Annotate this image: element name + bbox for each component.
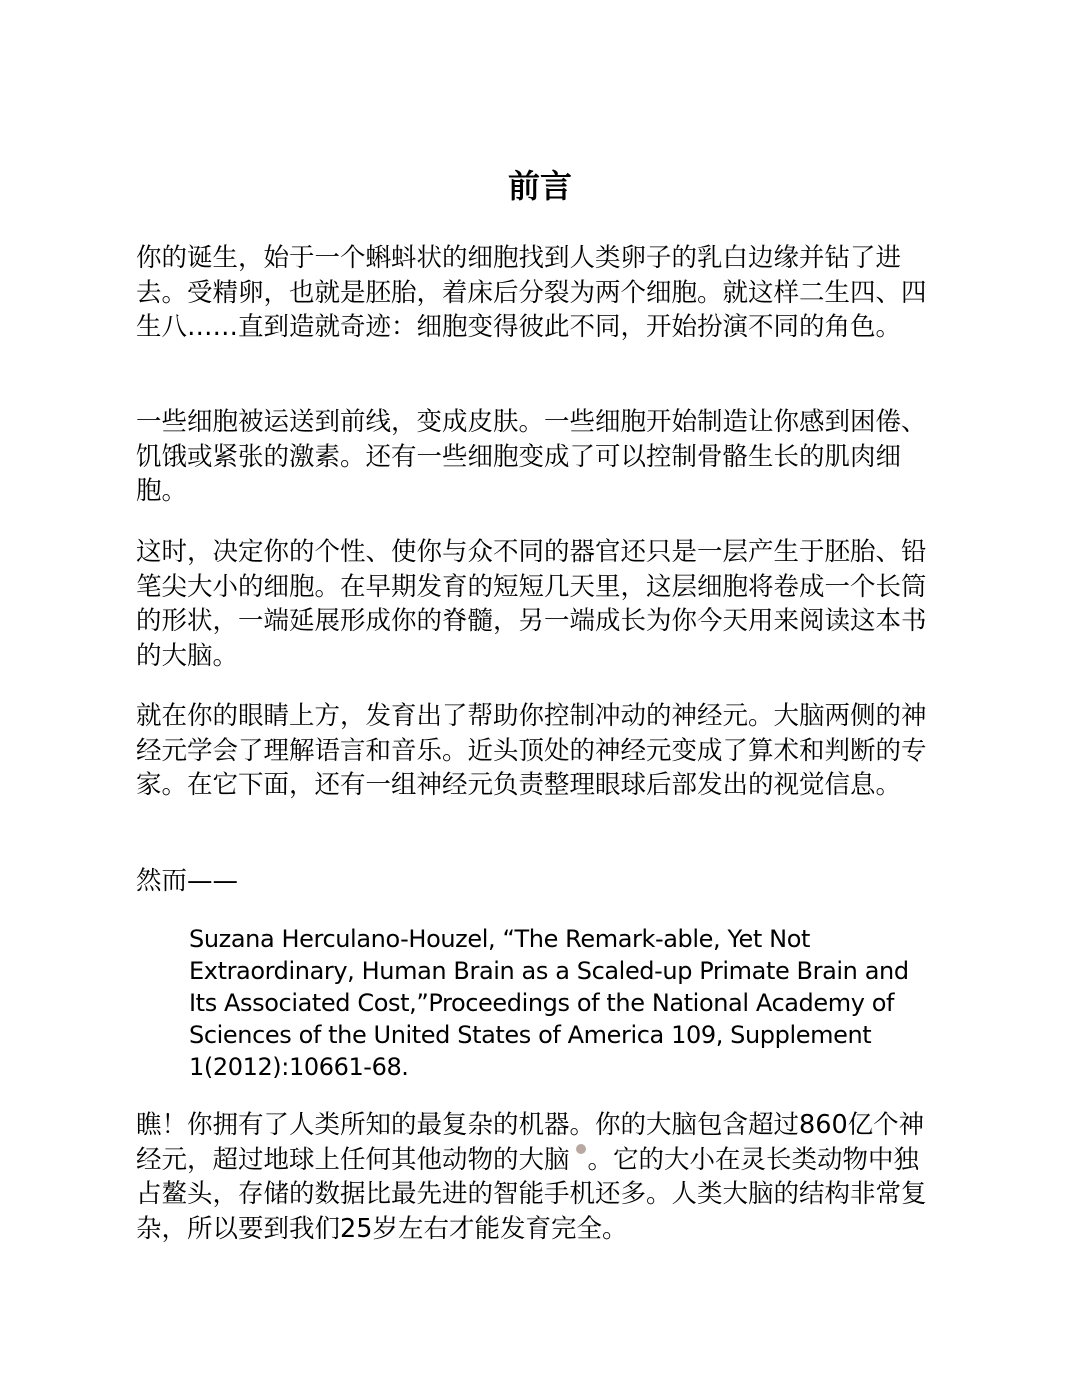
paragraph-organ: 这时，决定你的个性、使你与众不同的器官还只是一层产生于胚胎、铅笔尖大小的细胞。在早期发育的短短几天里，这层细胞将卷成一个长筒的形状，一端延展形成你的脊髓，另一端成长为你今天用来阅读这本书的大脑。 (136, 537, 927, 671)
paragraph-brain (136, 1108, 936, 1246)
paragraph-brain-text-start: 瞧！你拥有了人类所知的最复杂的机器。你的大脑包含超过860亿个神经元，超过地球上任何其他动物的大脑 (136, 1110, 925, 1175)
page-title: 前言 (507, 167, 572, 205)
footnote-marker-icon[interactable] (576, 1144, 586, 1154)
paragraph-neurons: 就在你的眼睛上方，发育出了帮助你控制冲动的神经元。大脑两侧的神经元学会了理解语言和音乐。近头顶处的神经元变成了算术和判断的专家。在它下面，还有一组神经元负责整理眼球后部发出的视觉信息。 (136, 701, 927, 800)
paragraph-cells: 一些细胞被运送到前线，变成皮肤。一些细胞开始制造让你感到困倦、饥饿或紧张的激素。还有一些细胞变成了可以控制骨骼生长的肌肉细胞。 (136, 407, 927, 506)
paragraph-birth: 你的诞生，始于一个蝌蚪状的细胞找到人类卵子的乳白边缘并钻了进去。受精卵，也就是胚胎，着床后分裂为两个细胞。就这样二生四、四生八……直到造就奇迹：细胞变得彼此不同，开始扮演不同的角色。 (136, 243, 927, 342)
footnote-citation: Suzana Herculano-Houzel, “The Remark-able, Yet Not Extraordinary, Human Brain as a Scaled-up Primate Brain and Its Associated Cost,”Proceedings of the National Academy of Sciences of the United States of America 109, Supplement 1(2012):10661-68. (189, 925, 909, 1081)
paragraph-however: 然而—— (136, 866, 239, 896)
paragraph-brain-text-end: 。它的大小在灵长类动物中独占鳌头，存储的数据比最先进的智能手机还多。人类大脑的结构非常复杂，所以要到我们25岁左右才能发育完全。 (136, 1144, 927, 1244)
